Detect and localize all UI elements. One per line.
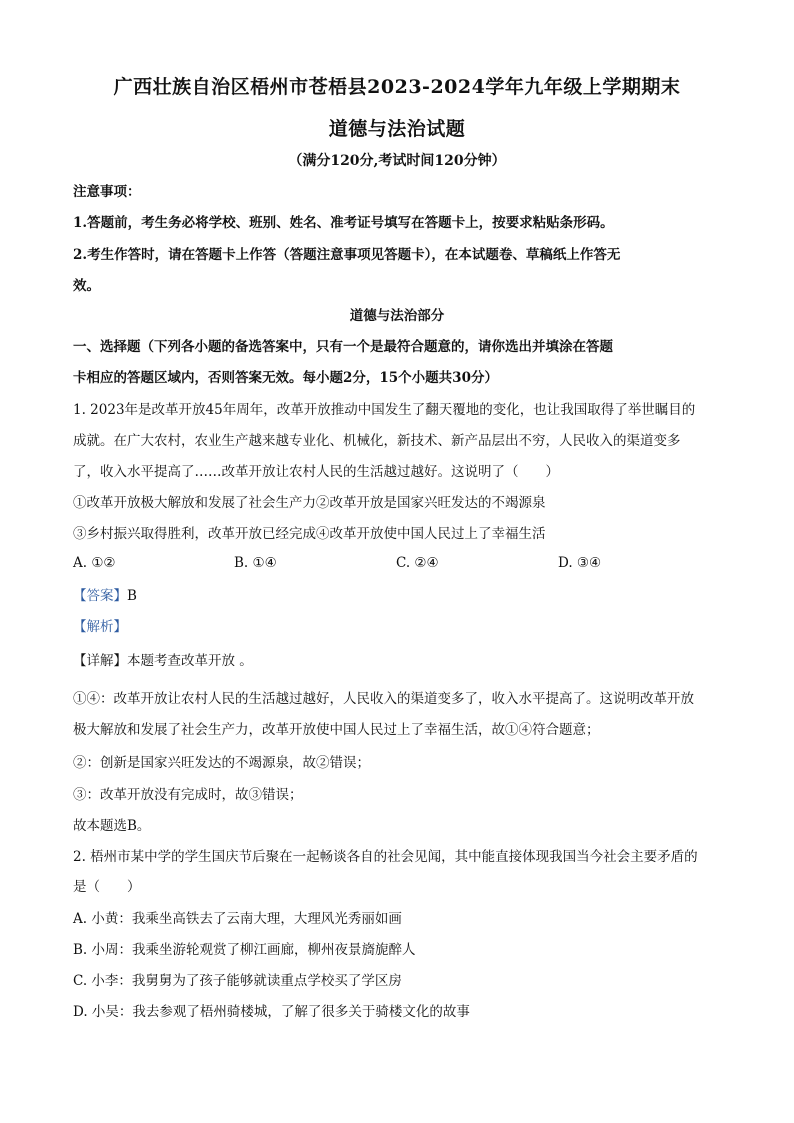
q1-explanation-1-line-1: ①④：改革开放让农村人民的生活越过越好，人民收入的渠道变多了，收入水平提高了。这说明改革开放 <box>73 691 694 707</box>
exam-info: （满分120分,考试时间120分钟） <box>288 153 506 169</box>
q1-explanation-2: ②：创新是国家兴旺发达的不竭源泉，故②错误； <box>73 755 370 771</box>
section-title: 道德与法治部分 <box>349 308 445 324</box>
q1-stem-line-3: 了，收入水平提高了……改革开放让农村人民的生活越过越好。这说明了（ ） <box>73 464 559 480</box>
q2-option-c: C. 小李：我舅舅为了孩子能够就读重点学校买了学区房 <box>73 973 402 989</box>
q1-conclusion: 故本题选B。 <box>73 818 151 834</box>
q2-stem-line-1: 2. 梧州市某中学的学生国庆节后聚在一起畅谈各自的社会见闻，其中能直接体现我国当今社会主要矛盾的 <box>73 849 698 865</box>
q1-statements-line-2: ③乡村振兴取得胜利，改革开放已经完成④改革开放使中国人民过上了幸福生活 <box>73 526 546 542</box>
notice-heading: 注意事项： <box>73 184 141 200</box>
answer-value: B <box>127 588 137 604</box>
q2-option-a: A. 小黄：我乘坐高铁去了云南大理，大理风光秀丽如画 <box>73 911 402 927</box>
answer-tag: 【答案】 <box>73 588 127 604</box>
q1-stem-line-1: 1. 2023年是改革开放45年周年，改革开放推动中国发生了翻天覆地的变化，也让我国取得了举世瞩目的 <box>73 402 696 418</box>
part1-heading-line-1: 一、选择题（下列各小题的备选答案中，只有一个是最符合题意的，请你选出并填涂在答题 <box>73 339 613 355</box>
q1-option-d: D. ③④ <box>558 555 602 571</box>
q1-answer-row <box>73 586 733 606</box>
analysis-tag: 【解析】 <box>73 619 127 635</box>
exam-subject-title: 道德与法治试题 <box>328 118 466 140</box>
notice-item-2-line-2: 效。 <box>73 278 100 294</box>
notice-item-2-line-1: 2.考生作答时，请在答题卡上作答（答题注意事项见答题卡），在本试题卷、草稿纸上作答无 <box>73 247 621 263</box>
q1-statements-line-1: ①改革开放极大解放和发展了社会生产力②改革开放是国家兴旺发达的不竭源泉 <box>73 495 546 511</box>
q1-explanation-1-line-2: 极大解放和发展了社会生产力，改革开放使中国人民过上了幸福生活，故①④符合题意； <box>73 722 600 738</box>
q1-detail: 【详解】本题考查改革开放 。 <box>73 653 253 669</box>
notice-item-1: 1.答题前，考生务必将学校、班别、姓名、准考证号填写在答题卡上，按要求粘贴条形码。 <box>73 215 614 231</box>
q2-stem-line-2: 是（ ） <box>73 879 141 895</box>
q1-explanation-3: ③：改革开放没有完成时，故③错误； <box>73 787 303 803</box>
part1-heading-line-2: 卡相应的答题区域内，否则答案无效。每小题2分，15个小题共30分） <box>73 370 498 386</box>
q1-stem-line-2: 成就。在广大农村，农业生产越来越专业化、机械化，新技术、新产品层出不穷，人民收入的渠道变多 <box>73 433 681 449</box>
exam-title: 广西壮族自治区梧州市苍梧县2023-2024学年九年级上学期期末 <box>113 76 681 98</box>
q2-option-d: D. 小吴：我去参观了梧州骑楼城，了解了很多关于骑楼文化的故事 <box>73 1004 470 1020</box>
q1-option-c: C. ②④ <box>396 555 439 571</box>
q2-option-b: B. 小周：我乘坐游轮观赏了柳江画廊，柳州夜景旖旎醉人 <box>73 942 416 958</box>
q1-option-a: A. ①② <box>73 555 116 571</box>
q1-option-b: B. ①④ <box>234 555 277 571</box>
